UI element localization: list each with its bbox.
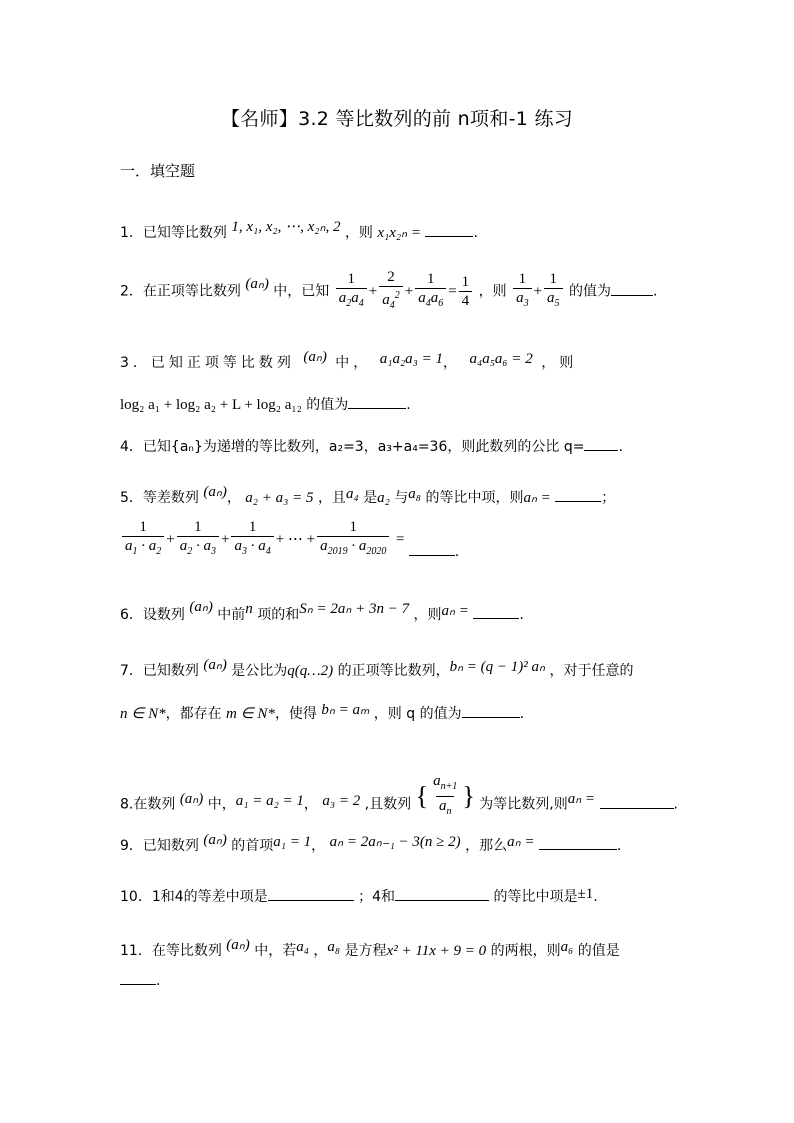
question-9: 9．已知数列 (aₙ) 的首项a₁ = 1， aₙ = 2aₙ₋₁ − 3(n ≥ 2) ，那么aₙ = . — [120, 832, 622, 854]
question-3-line-2: log₂ a₁ + log₂ a₂ + L + log₂ a₁₂ 的值为 . — [120, 397, 411, 413]
answer-blank[interactable] — [348, 396, 406, 409]
answer-blank[interactable] — [462, 705, 520, 718]
answer-blank[interactable] — [584, 438, 618, 451]
answer-blank[interactable] — [555, 489, 601, 502]
page-title: 【名师】3.2 等比数列的前 n项和-1 练习 — [220, 108, 574, 130]
section-heading: 一．填空题 — [120, 162, 196, 180]
question-3: 3．已知正项等比数列 (aₙ) 中， a₁a₂a₃ = 1， a₄a₅a₆ = 2 ，则 — [120, 349, 578, 371]
sequence-expression: 1, x₁, x₂, ⋯, x₂ₙ, 2 — [231, 219, 341, 235]
answer-blank[interactable] — [539, 837, 617, 850]
question-7: 7．已知数列 (aₙ) 是公比为q(q…2) 的正项等比数列，bₙ = (q − 1)² aₙ ，对于任意的 — [120, 657, 634, 679]
answer-blank[interactable] — [611, 283, 653, 296]
question-11: 11．在等比数列 (aₙ) 中，若a₄ ，a₈ 是方程x² + 11x + 9 = 0 的两根，则a₆ 的值是 — [120, 937, 620, 959]
question-8: 8.在数列 (aₙ) 中，a₁ = a₂ = 1， a₃ = 2 ,且数列 { $\frac{a_{n+1}}{a_n}$ } 为等比数列,则aₙ = . — [120, 780, 678, 829]
question-7-line-2: n ∈ N*，都存在 m ∈ N*，使得 bₙ = aₘ ，则 q 的值为 . — [120, 702, 525, 722]
ratio-sequence: { $\frac{a_{n+1}}{a_n}$ } — [416, 772, 475, 821]
answer-blank[interactable] — [473, 606, 519, 619]
answer-blank[interactable] — [120, 972, 156, 985]
question-6: 6．设数列 (aₙ) 中前n 项的和Sₙ = 2aₙ + 3n − 7 ，则aₙ = . — [120, 599, 524, 623]
answer-blank[interactable] — [268, 888, 354, 901]
question-10: 10．1和4的等差中项是 ；4和 的等比中项是±1. — [120, 886, 598, 905]
question-5: 5．等差数列 (aₙ)， a₂ + a₃ = 5 ，且a₄ 是a₂ 与a₈ 的等比中项，则aₙ = ； — [120, 484, 616, 506]
answer-blank[interactable] — [409, 543, 455, 556]
answer-blank[interactable] — [425, 224, 473, 237]
question-11-line-2: . — [120, 972, 160, 989]
log-sum-expression: log₂ a₁ + log₂ a₂ + L + log₂ a₁₂ — [120, 397, 302, 413]
question-2: 2．在正项等比数列 (aₙ) 中，已知 $\frac{1}{a_2a_4}$ + $\frac{2}{a_4^2}$ + $\frac{1}{a_4a_6}$ = $\frac{1}{4}$ ，则 $\frac{1}{a_3}$ + $\frac{1}{a_5}$ 的值为 . — [120, 268, 657, 315]
question-1: 1．已知等比数列 1, x₁, x₂, ⋯, x₂ₙ, 2 ，则 x₁x₂ₙ = . — [120, 219, 478, 241]
question-5-line-2: $\frac{1}{a_1 \cdot a_2}$ + $\frac{1}{a_2 \cdot a_3}$ + $\frac{1}{a_3 \cdot a_4}$ + ⋯ + $\frac{1}{a_{2019} \cdot a_{2020}}$ = . — [120, 518, 459, 561]
product-expression: x₁x₂ₙ = — [377, 225, 421, 241]
answer-blank[interactable] — [600, 796, 674, 809]
answer-blank[interactable] — [395, 888, 489, 901]
question-4: 4．已知{aₙ}为递增的等比数列，a₂=3，a₃+a₄=36，则此数列的公比 q= . — [120, 439, 623, 455]
